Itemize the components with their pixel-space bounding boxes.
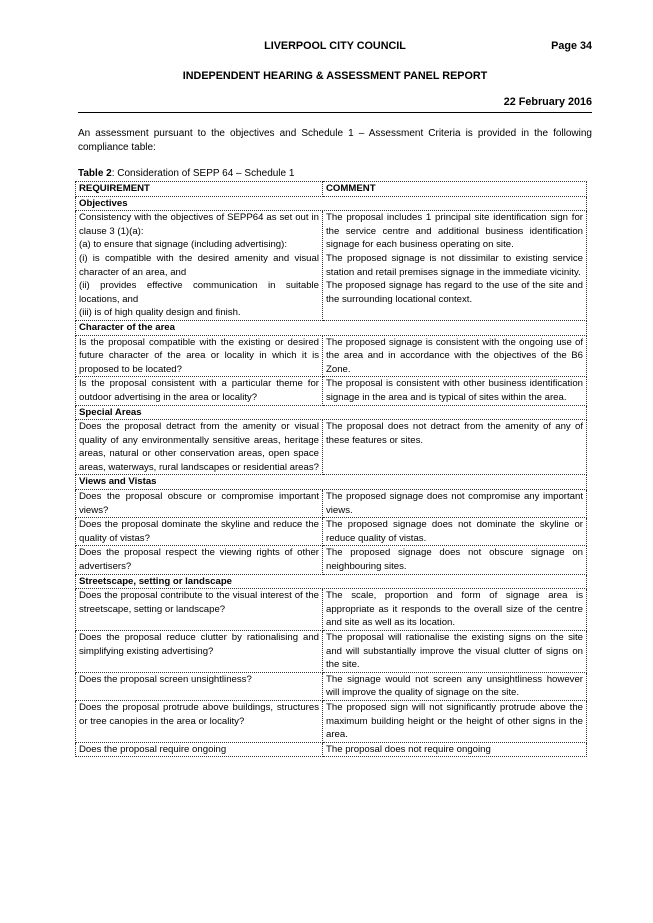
requirement-text: (ii) provides effective communication in suitable locations, and bbox=[79, 280, 319, 305]
comment-cell bbox=[323, 518, 587, 546]
comment-cell bbox=[323, 742, 587, 757]
comment-text: The proposed signage has regard to the use of the site and the surrounding locational context. bbox=[326, 280, 583, 305]
section-title: Objectives bbox=[76, 196, 587, 211]
requirement-text: Does the proposal protrude above buildings, structures or tree canopies in the area or locality? bbox=[79, 701, 319, 727]
table-row bbox=[76, 335, 587, 377]
comment-text: The proposed signage is consistent with the ongoing use of the area and in accordance with the objectives of the B6 Zone. bbox=[326, 336, 583, 375]
section-title: Special Areas bbox=[76, 405, 587, 420]
table-row bbox=[76, 742, 587, 757]
requirement-cell bbox=[76, 742, 323, 757]
requirement-cell bbox=[76, 589, 323, 631]
table-row bbox=[76, 377, 587, 405]
requirement-text: Does the proposal contribute to the visual interest of the streetscape, setting or landscape? bbox=[79, 590, 319, 615]
comment-text: The proposal does not require ongoing bbox=[326, 743, 491, 755]
column-header-comment: COMMENT bbox=[323, 182, 587, 197]
comment-text: The proposed signage is not dissimilar to existing service station and retail premises signage in the immediate vicinity. bbox=[326, 252, 583, 278]
section-row bbox=[76, 196, 587, 211]
section-row bbox=[76, 574, 587, 589]
requirement-cell bbox=[76, 700, 323, 742]
comment-text: The proposed signage does not dominate the skyline or reduce quality of vistas. bbox=[326, 519, 583, 544]
header-divider bbox=[78, 112, 592, 113]
requirement-cell bbox=[76, 518, 323, 546]
compliance-table bbox=[75, 181, 587, 757]
requirement-text: Does the proposal dominate the skyline and reduce the quality of vistas? bbox=[79, 519, 319, 544]
requirement-cell bbox=[76, 420, 323, 475]
comment-text: The proposal does not detract from the amenity of any of these features or sites. bbox=[326, 421, 583, 446]
comment-text: The proposed signage does not compromise any important views. bbox=[326, 491, 583, 516]
requirement-text: Does the proposal obscure or compromise important views? bbox=[79, 491, 319, 516]
comment-cell bbox=[323, 420, 587, 475]
table-row bbox=[76, 490, 587, 518]
table-row bbox=[76, 211, 587, 321]
comment-cell bbox=[323, 490, 587, 518]
requirement-text: Is the proposal consistent with a particular theme for outdoor advertising in the area or locality? bbox=[79, 378, 319, 403]
table-row bbox=[76, 589, 587, 631]
comment-text: The proposal will rationalise the existing signs on the site and will substantially improve the visual clutter of signs on the site. bbox=[326, 632, 583, 671]
comment-cell bbox=[323, 631, 587, 673]
requirement-text: Does the proposal require ongoing bbox=[79, 743, 227, 755]
requirement-text: Does the proposal screen unsightliness? bbox=[79, 673, 252, 685]
comment-cell bbox=[323, 335, 587, 377]
section-title: Views and Vistas bbox=[76, 475, 587, 490]
requirement-cell bbox=[76, 490, 323, 518]
requirement-cell bbox=[76, 335, 323, 377]
report-date: 22 February 2016 bbox=[503, 96, 592, 108]
requirement-text: (i) is compatible with the desired amenity and visual character of an area, and bbox=[79, 252, 319, 278]
table-row bbox=[76, 420, 587, 475]
requirement-cell bbox=[76, 631, 323, 673]
comment-text: The proposal is consistent with other business identification signage in the area and is typical of sites within the area. bbox=[326, 378, 583, 403]
requirement-cell bbox=[76, 211, 323, 321]
report-title: INDEPENDENT HEARING & ASSESSMENT PANEL REPORT bbox=[182, 70, 488, 82]
section-row bbox=[76, 405, 587, 420]
comment-cell bbox=[323, 589, 587, 631]
intro-paragraph: An assessment pursuant to the objectives and Schedule 1 – Assessment Criteria is provided in the following compliance table: bbox=[78, 128, 592, 153]
section-title: Streetscape, setting or landscape bbox=[76, 574, 587, 589]
comment-cell bbox=[323, 546, 587, 574]
comment-cell bbox=[323, 211, 587, 321]
requirement-text: Is the proposal compatible with the existing or desired future character of the area or locality in which it is proposed to be located? bbox=[79, 336, 319, 375]
table-row bbox=[76, 546, 587, 574]
comment-text: The proposed signage does not obscure signage on neighbouring sites. bbox=[326, 547, 583, 573]
comment-text: The proposal includes 1 principal site identification sign for the service centre and additional business identification signage for each business operating on site. bbox=[326, 212, 583, 251]
council-name: LIVERPOOL CITY COUNCIL bbox=[264, 40, 406, 52]
column-header-requirement: REQUIREMENT bbox=[76, 182, 323, 197]
comment-cell bbox=[323, 377, 587, 405]
requirement-text: Consistency with the objectives of SEPP64 as set out in clause 3 (1)(a): bbox=[79, 212, 319, 237]
table-caption-text: : Consideration of SEPP 64 – Schedule 1 bbox=[111, 168, 295, 179]
table-row bbox=[76, 672, 587, 700]
requirement-cell bbox=[76, 672, 323, 700]
comment-text: The proposed sign will not significantly protrude above the maximum building height or the height of other signs in the area. bbox=[326, 701, 583, 741]
table-row bbox=[76, 518, 587, 546]
section-row bbox=[76, 475, 587, 490]
table-row bbox=[76, 700, 587, 742]
table-header-row bbox=[76, 182, 587, 197]
requirement-text: Does the proposal reduce clutter by rationalising and simplifying existing advertising? bbox=[79, 632, 319, 657]
page-number: Page 34 bbox=[551, 40, 592, 52]
comment-text: The signage would not screen any unsightliness however will improve the quality of signage on the site. bbox=[326, 673, 583, 699]
section-title: Character of the area bbox=[76, 320, 587, 335]
table-body bbox=[76, 196, 587, 757]
table-caption bbox=[78, 167, 294, 180]
header-council bbox=[78, 40, 592, 52]
comment-text: The scale, proportion and form of signage area is appropriate as it responds to the overall size of the centre and site as well as its location. bbox=[326, 590, 583, 629]
requirement-text: (a) to ensure that signage (including advertising): bbox=[79, 239, 287, 251]
table-row bbox=[76, 631, 587, 673]
comment-cell bbox=[323, 700, 587, 742]
requirement-text: Does the proposal detract from the amenity or visual quality of any environmentally sensitive areas, heritage areas, natural or other conservation areas, open space areas, waterways, rural landscapes or residential areas? bbox=[79, 421, 319, 473]
requirement-text: (iii) is of high quality design and finish. bbox=[79, 307, 241, 319]
section-row bbox=[76, 320, 587, 335]
table-caption-label: Table 2 bbox=[78, 168, 112, 179]
requirement-cell bbox=[76, 546, 323, 574]
requirement-text: Does the proposal respect the viewing rights of other advertisers? bbox=[79, 547, 319, 573]
comment-cell bbox=[323, 672, 587, 700]
requirement-cell bbox=[76, 377, 323, 405]
